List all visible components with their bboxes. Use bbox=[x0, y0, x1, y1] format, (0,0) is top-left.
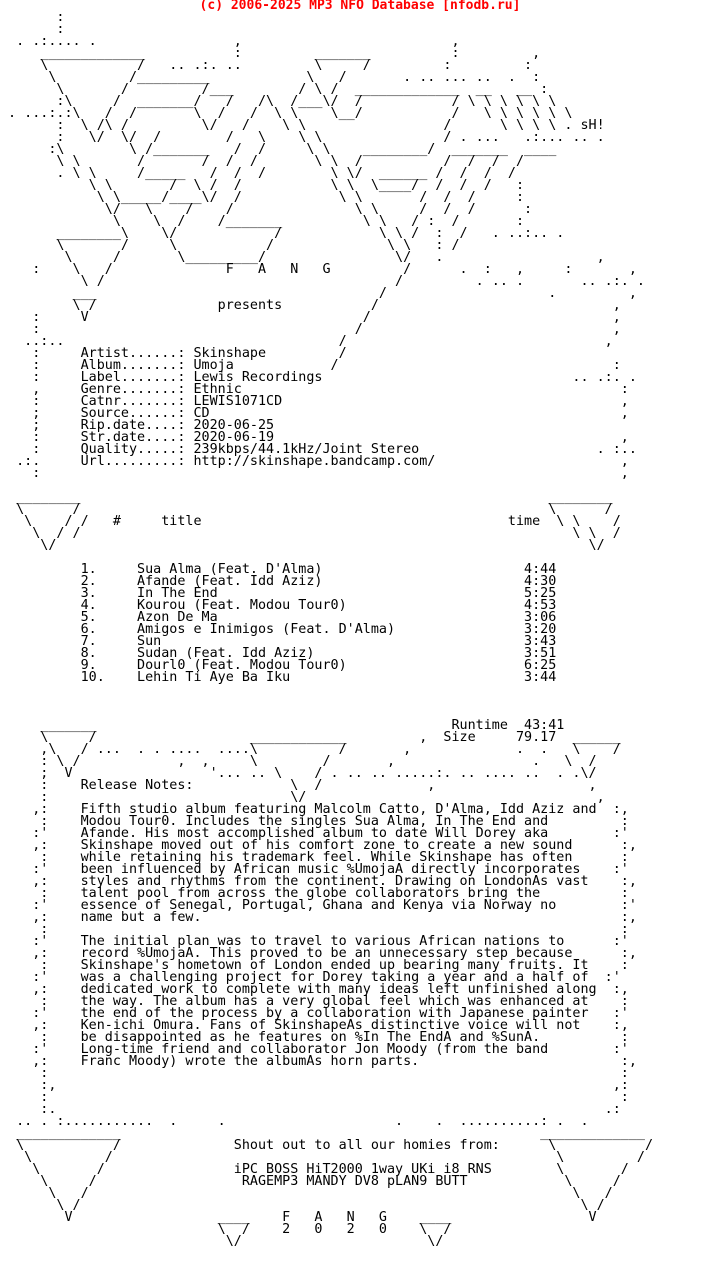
nfo-line: : bbox=[0, 12, 65, 25]
nfo-line: \ / presents / , bbox=[0, 298, 621, 313]
nfo-line: : \/ \/ / / \ \ \ / . ... .:... .. . bbox=[0, 130, 605, 145]
nfo-line: \ \ / / / / \ \ / / / / / bbox=[0, 154, 525, 169]
nfo-line: : be disappointed as he features on %In The EndA and %SunA. : bbox=[0, 1030, 629, 1045]
nfo-line: :' Afande. His most accomplished album to date Will Dorey aka :' bbox=[0, 826, 629, 841]
nfo-line: ; Source......: CD , bbox=[0, 406, 629, 421]
nfo-line: :. .: bbox=[0, 1102, 621, 1117]
nfo-line: : \ /\ / \/ / \ \ / \ \ \ \ . sH! bbox=[0, 118, 605, 133]
nfo-line: \ / .. .:. .. \ / : : bbox=[0, 58, 533, 73]
nfo-line: \ / \_________/ \/ . , bbox=[0, 250, 605, 265]
nfo-line: : Str.date....: 2020-06-19 , bbox=[0, 430, 629, 445]
nfo-line: :' was a challenging project for Dorey taking a year and a half of :' bbox=[0, 970, 621, 985]
nfo-line: 1. Sua Alma (Feat. D'Alma) 4:44 bbox=[0, 562, 557, 577]
nfo-line: ..:.. / , bbox=[0, 334, 613, 349]
nfo-line: \ / \ / bbox=[0, 1186, 613, 1201]
nfo-line: \ / ____________ , Size 79.17 ______ bbox=[0, 730, 621, 745]
nfo-line: _____________ : _______ : , bbox=[0, 46, 541, 61]
nfo-line: \ / \ / bbox=[0, 502, 613, 517]
nfo-line: \ / \ / \ \ : / bbox=[0, 238, 460, 253]
nfo-line: : Skinshape's hometown of London ended up bearing many fruits. It : bbox=[0, 958, 629, 973]
nfo-line: 4. Kourou (Feat. Modou Tour0) 4:53 bbox=[0, 598, 557, 613]
nfo-line: 7. Sun 3:43 bbox=[0, 634, 557, 649]
nfo-line: ________\ \/ / \ \ / : / . ..:.. . bbox=[0, 226, 565, 241]
nfo-line: : \/ , bbox=[0, 790, 605, 805]
nfo-line: : Album.......: Umoja / : bbox=[0, 358, 621, 373]
nfo-line: ,: dedicated work to complete with many ideas left unfinished along :, bbox=[0, 982, 629, 997]
nfo-line: .. . :........... . . . . ..........: . . bbox=[0, 1114, 589, 1129]
nfo-line: \ \_____/____\/ / \ \ / / / : bbox=[0, 190, 525, 205]
nfo-line: ; V '... .. \ / . .. .. .....:. .. .... .. . .\/ bbox=[0, 766, 597, 781]
nfo-line: ; Rip.date....: 2020-06-25 bbox=[0, 418, 275, 433]
nfo-line: \ /_________ \ / . .. ... .. . : bbox=[0, 70, 541, 85]
nfo-line: : Modou Tour0. Includes the singles Sua Alma, In The End and : bbox=[0, 814, 629, 829]
nfo-text bbox=[0, 12, 720, 1272]
nfo-line: . .:.... . , , bbox=[0, 34, 460, 49]
nfo-line: 10. Lehin Ti Aye Ba Iku 3:44 bbox=[0, 670, 557, 685]
nfo-line: ,: Fifth studio album featuring Malcolm Catto, D'Alma, Idd Aziz and :, bbox=[0, 802, 629, 817]
nfo-line: :\ / _______/ / /\ /___\/ / / \ \ \ \ \ \ bbox=[0, 94, 557, 109]
nfo-line: V ____ F A N G ____ V bbox=[0, 1210, 597, 1225]
nfo-line: :' Long-time friend and collaborator Jon Moody (from the band :' bbox=[0, 1042, 629, 1057]
nfo-line: ,: Franc Moody) wrote the albumAs horn parts. :, bbox=[0, 1054, 637, 1069]
nfo-line: \ / 2 0 2 0 \ / bbox=[0, 1222, 452, 1237]
site-header: (c) 2006-2025 MP3 NFO Database [nfodb.ru] bbox=[199, 0, 521, 13]
nfo-line: \ / \ / bbox=[0, 1198, 605, 1213]
nfo-line: 9. Dourl0 (Feat. Modou Tour0) 6:25 bbox=[0, 658, 557, 673]
nfo-line: 8. Sudan (Feat. Idd Aziz) 3:51 bbox=[0, 646, 557, 661]
nfo-line: \ / / . .. . .. .:. . bbox=[0, 274, 645, 289]
nfo-line: : \ / , , \ / , . \ / bbox=[0, 754, 597, 769]
nfo-line: 2. Afande (Feat. Idd Aziz) 4:30 bbox=[0, 574, 557, 589]
nfo-line bbox=[0, 684, 720, 696]
nfo-line: : / , bbox=[0, 322, 621, 337]
nfo-line: : Label.......: Lewis Recordings .. .:. . bbox=[0, 370, 637, 385]
nfo-line: 6. Amigos e Inimigos (Feat. D'Alma) 3:20 bbox=[0, 622, 557, 637]
nfo-line: : \ / F A N G / . : , : , bbox=[0, 262, 637, 277]
nfo-line: \ / / # title time \ \ / bbox=[0, 514, 621, 529]
nfo-line: , Genre.......: Ethnic : bbox=[0, 382, 629, 397]
nfo-line: 3. In The End 5:25 bbox=[0, 586, 557, 601]
nfo-line: \ / /___ / \ / _____________ __ __ : bbox=[0, 82, 549, 97]
nfo-line: \/ \/ bbox=[0, 538, 605, 553]
nfo-line: \/ \/ bbox=[0, 1234, 444, 1249]
nfo-line: :' essence of Senegal, Portugal, Ghana and Kenya via Norway no :' bbox=[0, 898, 637, 913]
nfo-line: ,: name but a few. :, bbox=[0, 910, 637, 925]
nfo-line: : Release Notes: \ / , , bbox=[0, 778, 597, 793]
nfo-line: 5. Azon De Ma 3:06 bbox=[0, 610, 557, 625]
nfo-line: : : bbox=[0, 922, 629, 937]
nfo-line: :' been influenced by African music %UmojaA directly incorporates :' bbox=[0, 862, 629, 877]
nfo-line: .:. Url.........: http://skinshape.bandcamp.com/ , bbox=[0, 454, 629, 469]
nfo-line: : Catnr.......: LEWIS1071CD , bbox=[0, 394, 629, 409]
nfo-line: : the way. The album has a very global feel which was enhanced at : bbox=[0, 994, 629, 1009]
nfo-line: : bbox=[0, 22, 65, 37]
nfo-line bbox=[0, 696, 720, 708]
nfo-line: : , bbox=[0, 466, 629, 481]
nfo-line: : V / , bbox=[0, 310, 621, 325]
nfo-line: ________ ________ bbox=[0, 490, 613, 505]
nfo-line: :\ \ /_______ / / \ \ ________/ _______ ____ bbox=[0, 142, 557, 157]
nfo-line: : Quality.....: 239kbps/44.1kHz/Joint Stereo . :.. bbox=[0, 442, 637, 457]
nfo-line: :' the end of the process by a collaboration with Japanese painter :' bbox=[0, 1006, 629, 1021]
nfo-line: : while retaining his trademark feel. While Skinshape has often : bbox=[0, 850, 629, 865]
nfo-line: \ / Shout out to all our homies from: \ / bbox=[0, 1138, 654, 1153]
nfo-line: ,: Ken-ichi Omura. Fans of SkinshapeAs distinctive voice will not :, bbox=[0, 1018, 629, 1033]
nfo-line: \ / RAGEMP3 MANDY DV8 pLAN9 BUTT \ / bbox=[0, 1174, 621, 1189]
nfo-line: ___ / . , bbox=[0, 286, 637, 301]
nfo-line: . ...:.:\ / / \ / / \ \ \__/ / \ \ \ \ \ \ bbox=[0, 106, 573, 121]
nfo-line: : Artist......: Skinshape / bbox=[0, 346, 347, 361]
nfo-line: ,: record %UmojaA. This proved to be an unnecessary step because :, bbox=[0, 946, 637, 961]
nfo-line: \ / \ / bbox=[0, 1150, 645, 1165]
nfo-line: \ / / \ \ / bbox=[0, 526, 621, 541]
nfo-line: : : bbox=[0, 1090, 629, 1105]
nfo-line: ,\ / ... . . .... ....\ / , . . \ / bbox=[0, 742, 621, 757]
nfo-line: ,: styles and rhythms from the continent. Drawing on LondonAs vast :, bbox=[0, 874, 637, 889]
nfo-line: : : bbox=[0, 1066, 629, 1081]
nfo-line: \ \ / \ / / \ \ \____/ / / / : bbox=[0, 178, 525, 193]
nfo-line: \/ \ / / \ \ / / / : bbox=[0, 202, 533, 217]
nfo-line: _______ Runtime 43:41 bbox=[0, 718, 565, 733]
nfo-line: \ \ / /_______ \ \ / : / : bbox=[0, 214, 525, 229]
nfo-line: ,: Skinshape moved out of his comfort zone to create a new sound :, bbox=[0, 838, 637, 853]
nfo-line: \ / iPC BOSS HiT2000 1way UKi i8 RNS \ / bbox=[0, 1162, 629, 1177]
nfo-line: . \ \ /_____ / / / \ \/ ______ / / / / bbox=[0, 166, 516, 181]
nfo-line: _____________ _____________ bbox=[0, 1126, 645, 1141]
nfo-line: :, ,: bbox=[0, 1078, 629, 1093]
nfo-line: : talent pool from across the globe collaborators bring the : bbox=[0, 886, 629, 901]
nfo-line: :' The initial plan was to travel to various African nations to :' bbox=[0, 934, 629, 949]
